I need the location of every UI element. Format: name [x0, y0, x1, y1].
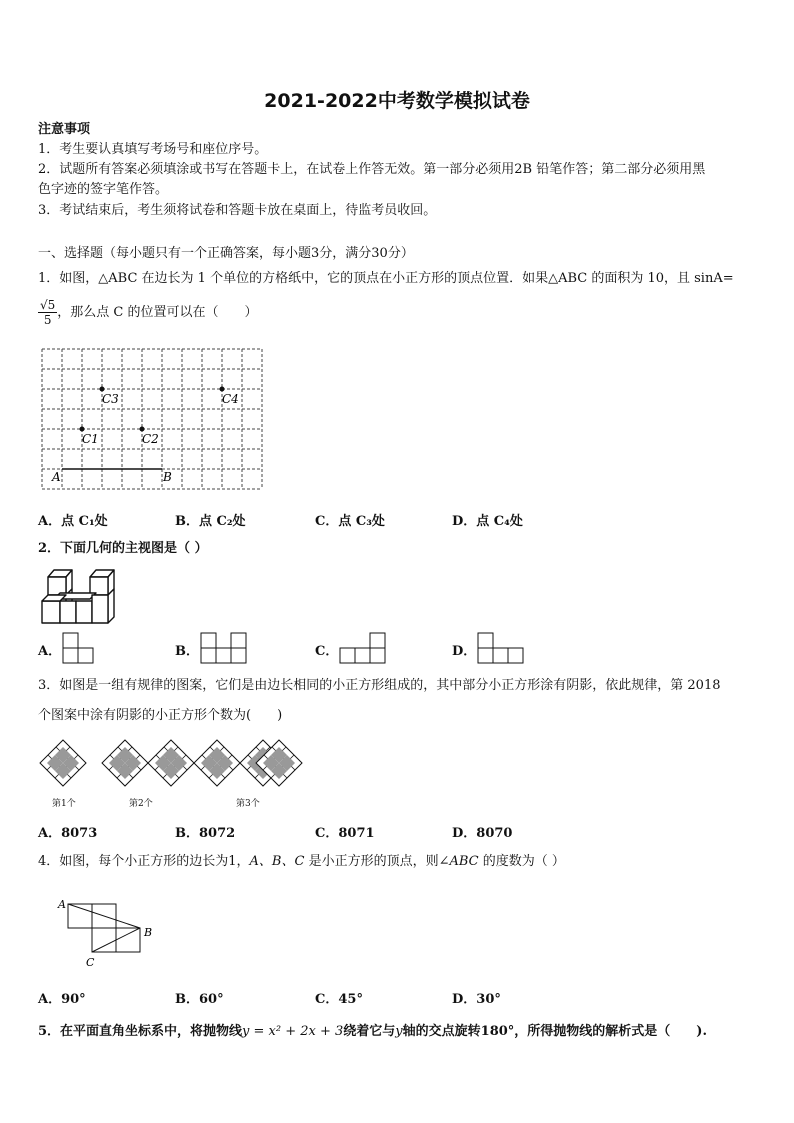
q2-option-b-view: [200, 632, 248, 664]
q2-solid-figure: [38, 567, 120, 627]
label-b: B: [144, 926, 153, 939]
q4-option-a[interactable]: A．90°: [38, 992, 86, 1007]
q4-option-b[interactable]: B．60°: [175, 992, 224, 1007]
pattern-1: [40, 740, 86, 786]
label-c2: C2: [142, 432, 159, 446]
point-c1: [80, 427, 85, 432]
point-c2: [140, 427, 145, 432]
q3-pattern-figure: [38, 738, 308, 800]
section-heading: 一、选择题（每小题只有一个正确答案，每小题3分，满分30分）: [38, 246, 414, 261]
q3-caption-1: 第1个: [52, 799, 76, 809]
label-c1: C1: [82, 432, 99, 446]
pattern-2: [148, 740, 194, 786]
label-a: A: [58, 898, 66, 911]
label-c4: C4: [222, 392, 239, 406]
q3-option-c[interactable]: C．8071: [315, 826, 375, 841]
label-b: B: [163, 470, 172, 484]
notice-item: 2．试题所有答案必须填涂或书写在答题卡上，在试卷上作答无效。第一部分必须用2B 铅笔作答；第二部分必须用黑: [38, 162, 706, 177]
q1-option-b[interactable]: B．点 C₂处: [175, 514, 246, 529]
sqrt5-over-5-fraction: $\frac{√5}{5}$: [40, 298, 56, 327]
notice-item: 1．考生要认真填写考场号和座位序号。: [38, 142, 268, 157]
pattern-2: [102, 740, 148, 786]
q4-option-d[interactable]: D．30°: [452, 992, 501, 1007]
q1-text-line2: $\frac{√5}{5}$ ，那么点 C 的位置可以在（ ）: [40, 298, 258, 327]
q2-text: 2．下面几何的主视图是（ ）: [38, 541, 208, 556]
notice-heading: 注意事项: [38, 122, 91, 137]
q3-option-a[interactable]: A．8073: [38, 826, 98, 841]
q2-option-a[interactable]: A．: [38, 644, 62, 659]
q1-option-a[interactable]: A．点 C₁处: [38, 514, 108, 529]
q2-option-d-view: [477, 632, 525, 664]
q3-option-b[interactable]: B．8072: [175, 826, 236, 841]
q1-option-d[interactable]: D．点 C₄处: [452, 514, 523, 529]
label-c3: C3: [102, 392, 119, 406]
page-title: 2021-2022中考数学模拟试卷: [264, 90, 530, 112]
q1-option-c[interactable]: C．点 C₃处: [315, 514, 385, 529]
q4-option-c[interactable]: C．45°: [315, 992, 363, 1007]
q2-option-c[interactable]: C．: [315, 644, 339, 659]
q4-figure: [56, 896, 160, 972]
q2-option-d[interactable]: D．: [452, 644, 477, 659]
q3-caption-3: 第3个: [236, 799, 260, 809]
point-c3: [100, 387, 105, 392]
label-a: A: [52, 470, 61, 484]
q2-option-b[interactable]: B．: [175, 644, 199, 659]
q4-text: 4．如图，每个小正方形的边长为1，A、B、C 是小正方形的顶点，则∠ABC 的度数为（ ）: [38, 854, 565, 869]
pattern-3: [194, 740, 240, 786]
parabola-formula: y = x² + 2x + 3: [242, 1024, 344, 1039]
q2-option-c-view: [339, 632, 387, 664]
notice-item: 色字迹的签字笔作答。: [38, 182, 169, 197]
q2-option-a-view: [62, 632, 96, 664]
q5-text: 5．在平面直角坐标系中，将抛物线y = x² + 2x + 3绕着它与y轴的交点旋转180°，所得抛物线的解析式是（ ).: [38, 1024, 707, 1039]
q3-text-line2: 个图案中涂有阴影的小正方形个数为( ): [38, 708, 283, 723]
point-c4: [220, 387, 225, 392]
q3-option-d[interactable]: D．8070: [452, 826, 513, 841]
q1-grid-figure: [40, 347, 265, 491]
q3-caption-2: 第2个: [129, 799, 153, 809]
notice-item: 3．考试结束后，考生须将试卷和答题卡放在桌面上，待监考员收回。: [38, 203, 437, 218]
q1-text-line1: 1．如图，△ABC 在边长为 1 个单位的方格纸中，它的顶点在小正方形的顶点位置．如果△ABC 的面积为 10，且 sinA=: [38, 271, 734, 286]
label-c: C: [86, 956, 95, 969]
q3-text-line1: 3．如图是一组有规律的图案，它们是由边长相同的小正方形组成的，其中部分小正方形涂有阴影，依此规律，第 2018: [38, 678, 721, 693]
